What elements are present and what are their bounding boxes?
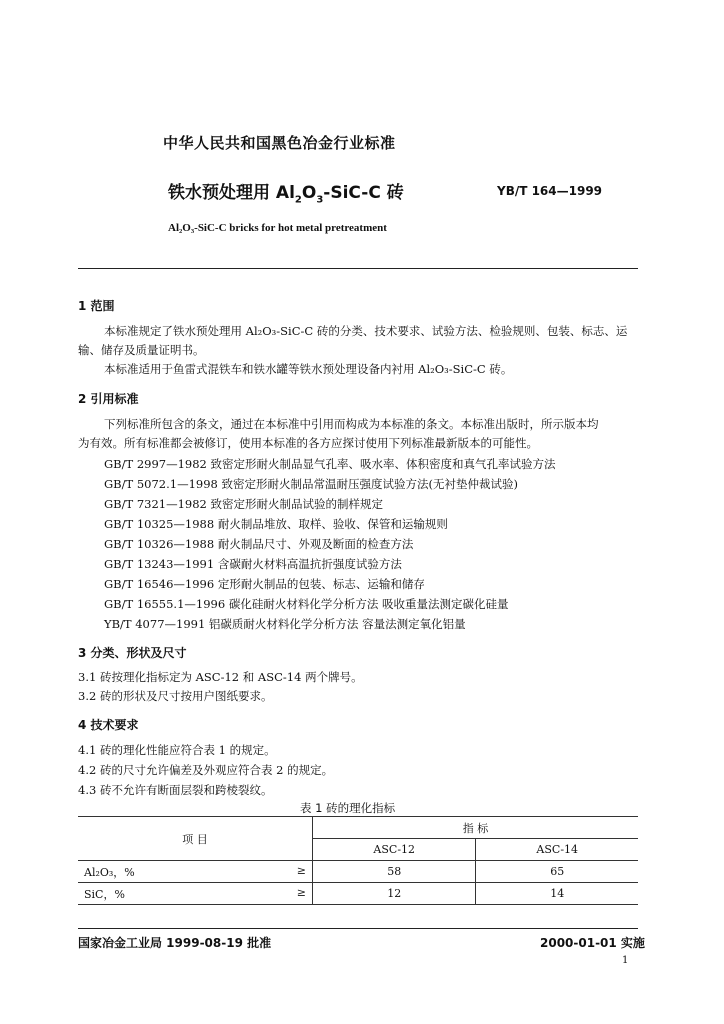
row-label: SiC，%: [84, 887, 125, 901]
standard-number: YB/T 164—1999: [497, 184, 603, 198]
footer-divider: [78, 928, 638, 929]
clause-3-2: 3.2 砖的形状及尺寸按用户图纸要求。: [78, 689, 273, 703]
row-symbol: ≥: [296, 863, 306, 877]
table-row: [78, 861, 638, 883]
reference-item: GB/T 5072.1—1998 致密定形耐火制品常温耐压强度试验方法(无衬垫仲裁试验): [104, 477, 518, 491]
english-title: Al₂O₃-SiC-C bricks for hot metal pretreatment: [168, 222, 387, 234]
clause-4-3: 4.3 砖不允许有断面层裂和跨棱裂纹。: [78, 783, 273, 797]
standard-category-title: 中华人民共和国黑色冶金行业标准: [163, 134, 396, 152]
table-header-grade-2: ASC-14: [476, 839, 638, 861]
doc-title-pre: 铁水预处理用 Al: [168, 183, 295, 203]
implementation-text: 2000-01-01 实施: [540, 936, 645, 950]
section-2-para-line-1: 下列标准所包含的条文，通过在本标准中引用而构成为本标准的条文。本标准出版时，所示版本均: [104, 417, 599, 431]
section-3-title: 3 分类、形状及尺寸: [78, 646, 187, 660]
reference-item: GB/T 2997—1982 致密定形耐火制品显气孔率、吸水率、体积密度和真气孔率试验方法: [104, 457, 556, 471]
section-1-para-2: 本标准适用于鱼雷式混铁车和铁水罐等铁水预处理设备内衬用 Al₂O₃-SiC-C 砖。: [104, 362, 513, 376]
section-2-para-line-2: 为有效。所有标准都会被修订，使用本标准的各方应探讨使用下列标准最新版本的可能性。: [78, 436, 538, 450]
reference-item: GB/T 16546—1996 定形耐火制品的包装、标志、运输和储存: [104, 577, 425, 591]
clause-4-2: 4.2 砖的尺寸允许偏差及外观应符合表 2 的规定。: [78, 763, 334, 777]
section-2-title: 2 引用标准: [78, 392, 139, 406]
reference-item: GB/T 13243—1991 含碳耐火材料高温抗折强度试验方法: [104, 557, 402, 571]
section-1-para-1-line-2: 输、储存及质量证明书。: [78, 343, 205, 357]
section-1-title: 1 范围: [78, 299, 115, 313]
doc-title-sub1: 2: [294, 194, 302, 206]
table-cell-label: [78, 861, 313, 883]
row-symbol: ≥: [296, 885, 306, 899]
reference-item: YB/T 4077—1991 铝碳质耐火材料化学分析方法 容量法测定氧化铝量: [104, 617, 466, 631]
section-1-para-1-line-1: 本标准规定了铁水预处理用 Al₂O₃-SiC-C 砖的分类、技术要求、试验方法、检验规则、包装、标志、运: [104, 324, 628, 338]
header-divider: [78, 268, 638, 269]
table-cell-value: 12: [313, 883, 476, 905]
table-1-caption: 表 1 砖的理化指标: [300, 801, 396, 815]
document-title: [168, 178, 404, 205]
section-4-title: 4 技术要求: [78, 718, 139, 732]
table-cell-label: [78, 883, 313, 905]
table-header-index: 指 标: [313, 817, 639, 839]
reference-item: GB/T 7321—1982 致密定形耐火制品试验的制样规定: [104, 497, 384, 511]
table-row: [78, 883, 638, 905]
clause-3-1: 3.1 砖按理化指标定为 ASC-12 和 ASC-14 两个牌号。: [78, 670, 363, 684]
table-cell-value: 58: [313, 861, 476, 883]
table-header-item: 项 目: [78, 817, 313, 861]
doc-title-post: -SiC-C 砖: [323, 183, 404, 203]
table-header-grade-1: ASC-12: [313, 839, 476, 861]
doc-title-sub2: 3: [316, 194, 324, 206]
reference-item: GB/T 16555.1—1996 碳化硅耐火材料化学分析方法 吸收重量法测定碳化硅量: [104, 597, 509, 611]
clause-4-1: 4.1 砖的理化性能应符合表 1 的规定。: [78, 743, 276, 757]
doc-title-mid: O: [301, 183, 317, 203]
page-number: 1: [622, 955, 629, 966]
reference-item: GB/T 10326—1988 耐火制品尺寸、外观及断面的检查方法: [104, 537, 414, 551]
approval-text: 国家冶金工业局 1999-08-19 批准: [78, 936, 272, 950]
row-label: Al₂O₃，%: [84, 865, 135, 879]
table-cell-value: 14: [476, 883, 638, 905]
table-cell-value: 65: [476, 861, 638, 883]
reference-item: GB/T 10325—1988 耐火制品堆放、取样、验收、保管和运输规则: [104, 517, 448, 531]
table-1: [78, 816, 638, 905]
